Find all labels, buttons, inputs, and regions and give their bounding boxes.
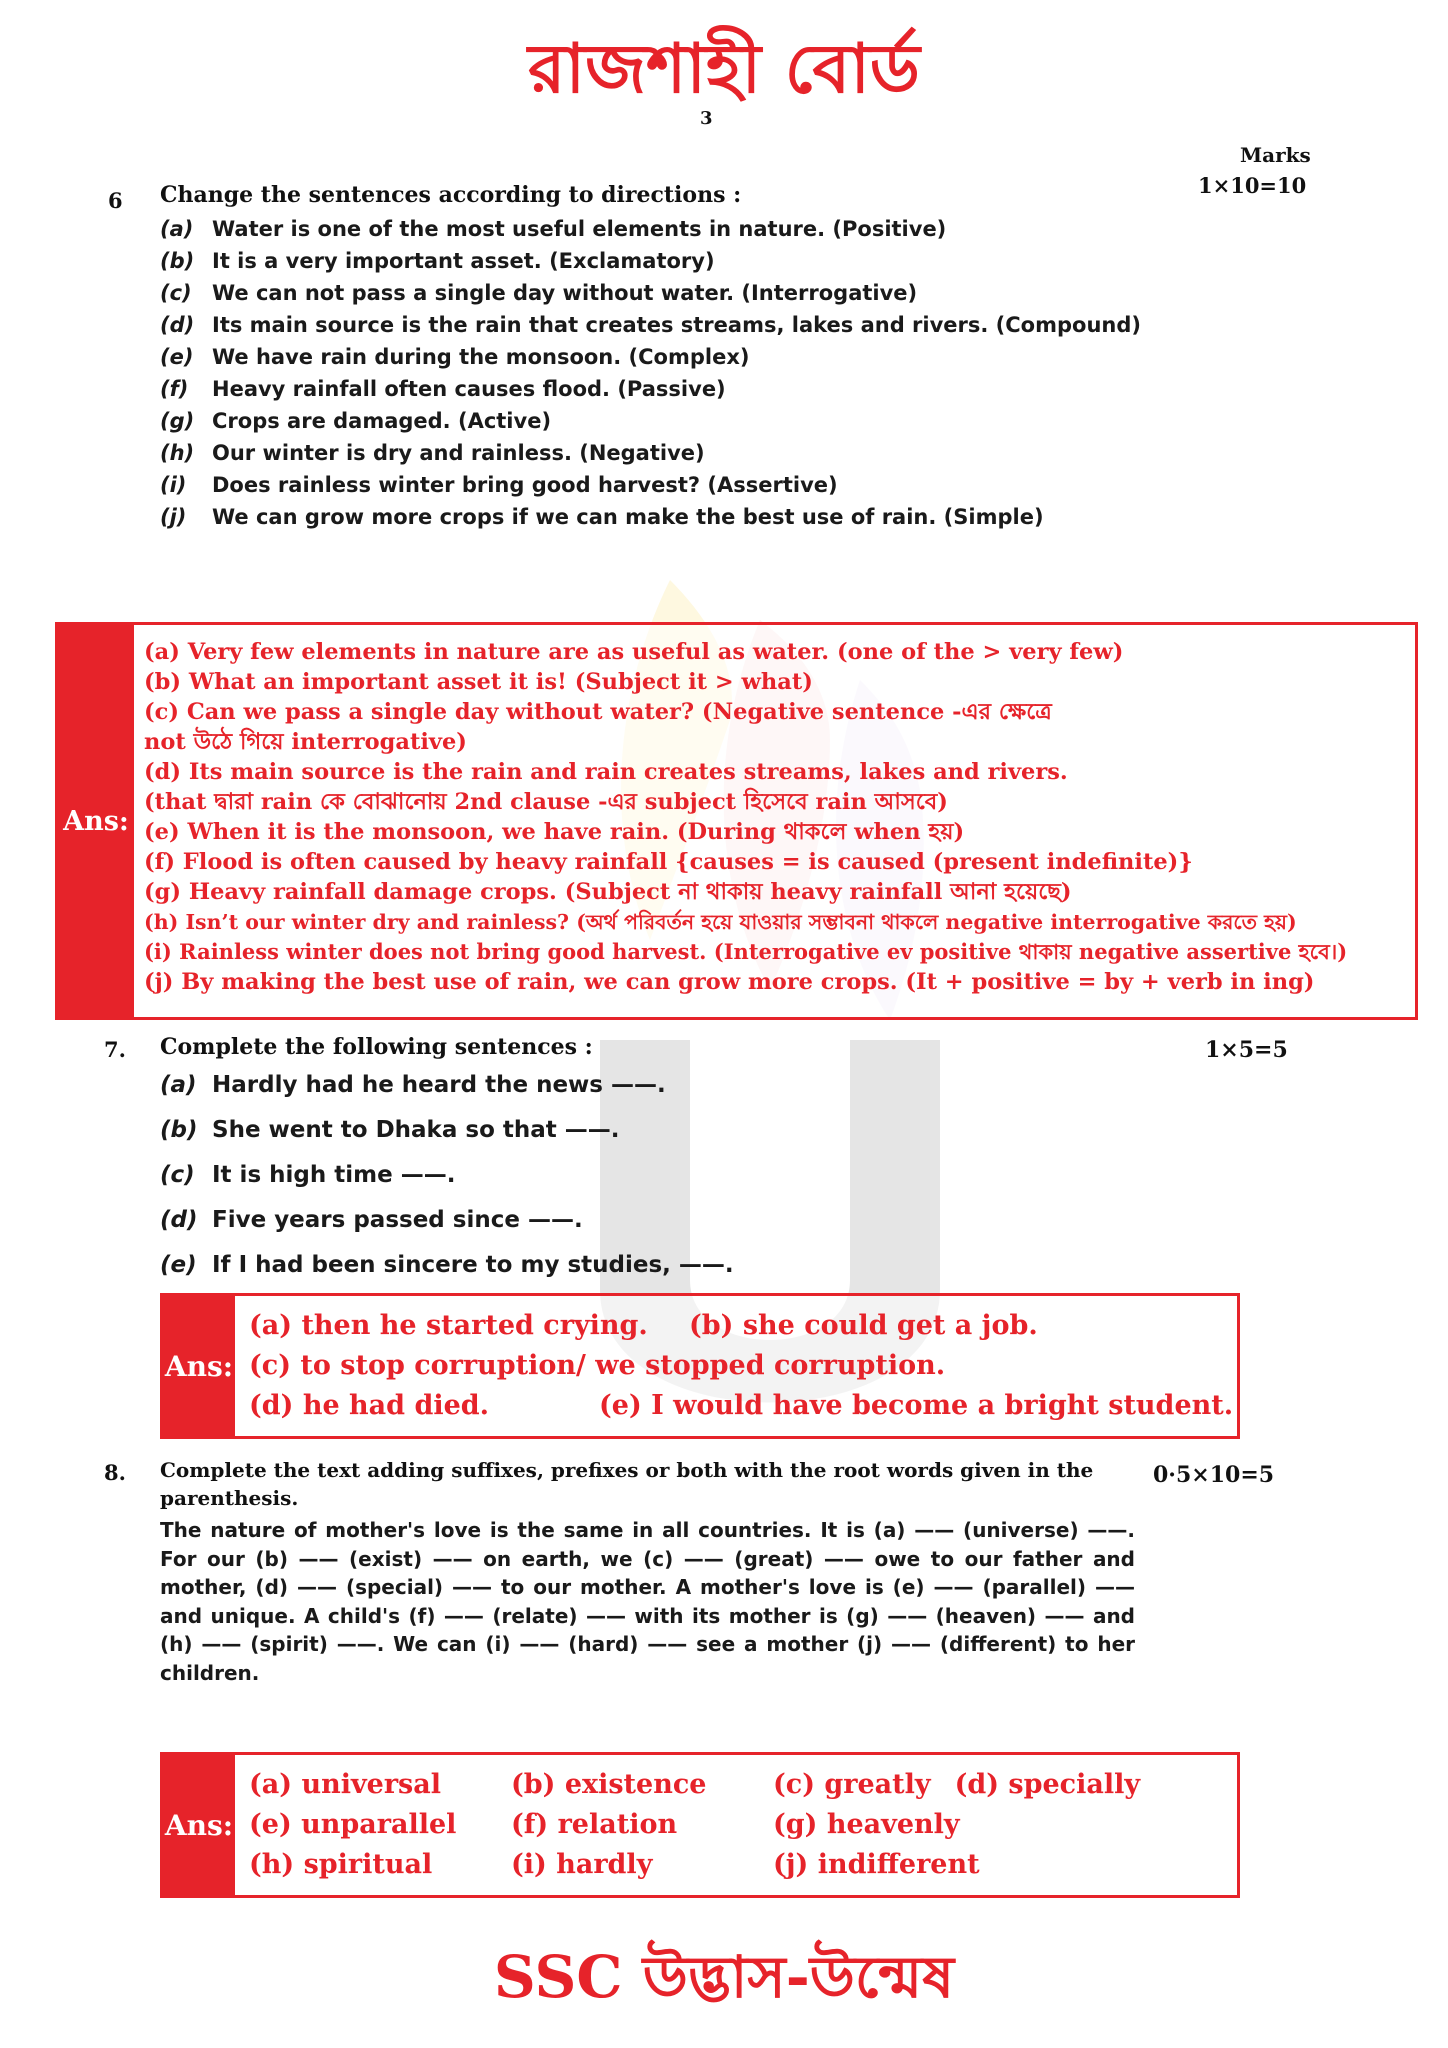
answer-line: not উঠে গিয়ে interrogative)	[144, 729, 467, 755]
answer-c: (c) to stop corruption/ we stopped corruption.	[249, 1350, 946, 1381]
list-item: (d) Its main source is the rain that creates streams, lakes and rivers. (Compound)	[160, 313, 1141, 337]
answer-e: (e) I would have become a bright student.	[599, 1390, 1234, 1421]
answer-line: (f) Flood is often caused by heavy rainfall {causes = is caused (present indefinite)}	[144, 849, 1193, 875]
answer-b: (b) existence	[511, 1769, 707, 1800]
question-7-list	[160, 1072, 1170, 1297]
board-title: রাজশাহী বোর্ড	[528, 30, 920, 109]
answer-line: (b) What an important asset it is! (Subject it > what)	[144, 669, 813, 695]
answer-tag: Ans:	[163, 1755, 235, 1895]
answer-line: (h) Isn’t our winter dry and rainless? (অর্থ পরিবর্তন হয়ে যাওয়ার সম্ভাবনা থাকলে negative interrogative করতে হয়)	[144, 910, 1297, 934]
answer-body	[235, 1296, 1237, 1436]
list-item: (h) Our winter is dry and rainless. (Negative)	[160, 441, 705, 465]
question-8-number: 8.	[104, 1460, 126, 1485]
question-8-passage: The nature of mother's love is the same in all countries. It is (a) —— (universe) ——. For our (b) —— (exist) —— on earth, we (c) —— (great) —— owe to our father and mother, (d) —— (special) —— to our mother. A mother's love is (e) —— (parallel) —— and unique. A child's (f) —— (relate) —— with its mother is (g) —— (heaven) —— and (h) —— (spirit) ——. We can (i) —— (hard) —— see a mother (j) —— (different) to her children.	[160, 1518, 1135, 1685]
list-item: (g) Crops are damaged. (Active)	[160, 409, 552, 433]
answer-j: (j) indifferent	[773, 1849, 980, 1880]
answer-d: (d) he had died.	[249, 1390, 490, 1421]
list-item: (b) It is a very important asset. (Exclamatory)	[160, 249, 715, 273]
answer-d: (d) specially	[954, 1769, 1141, 1800]
answer-e: (e) unparallel	[249, 1809, 457, 1840]
question-6-list	[160, 216, 1170, 536]
list-item: (i) Does rainless winter bring good harvest? (Assertive)	[160, 473, 838, 497]
answer-a: (a) then he started crying.	[249, 1310, 648, 1341]
answer-f: (f) relation	[511, 1809, 678, 1840]
list-item: (f) Heavy rainfall often causes flood. (Passive)	[160, 377, 726, 401]
answer-tag: Ans:	[58, 625, 134, 1017]
question-7-marks: 1×5=5	[1205, 1037, 1288, 1063]
answer-line: (d) Its main source is the rain and rain creates streams, lakes and rivers.	[144, 759, 1068, 785]
list-item: (j) We can grow more crops if we can make the best use of rain. (Simple)	[160, 505, 1044, 529]
question-6-instruction: Change the sentences according to directions :	[160, 182, 742, 208]
question-8-marks: 0·5×10=5	[1153, 1462, 1275, 1488]
answer-b: (b) she could get a job.	[689, 1310, 1038, 1341]
marks-header: Marks	[1240, 143, 1311, 167]
question-7-instruction: Complete the following sentences :	[160, 1034, 593, 1060]
answer-i: (i) hardly	[511, 1849, 653, 1880]
answer-body	[235, 1755, 1237, 1895]
list-item: (c) We can not pass a single day without water. (Interrogative)	[160, 281, 918, 305]
list-item: (b) She went to Dhaka so that ——.	[160, 1117, 620, 1143]
question-7-number: 7.	[104, 1037, 126, 1062]
question-7-answer-box	[160, 1293, 1240, 1439]
answer-line: (that দ্বারা rain কে বোঝানোয় 2nd clause -এর subject হিসেবে rain আসবে)	[144, 789, 948, 815]
question-8-instruction: Complete the text adding suffixes, prefixes or both with the root words given in the parenthesis.	[160, 1458, 1094, 1510]
answer-line: (g) Heavy rainfall damage crops. (Subject না থাকায় heavy rainfall আনা হয়েছে)	[144, 879, 1072, 905]
list-item: (a) Water is one of the most useful elements in nature. (Positive)	[160, 217, 947, 241]
answer-line: (c) Can we pass a single day without water? (Negative sentence -এর ক্ষেত্রে	[144, 699, 1052, 725]
answer-a: (a) universal	[249, 1769, 442, 1800]
question-6-marks: 1×10=10	[1198, 173, 1307, 198]
question-8-answer-box	[160, 1752, 1240, 1898]
answer-h: (h) spiritual	[249, 1849, 433, 1880]
question-6-number: 6	[108, 188, 123, 213]
list-item: (e) We have rain during the monsoon. (Complex)	[160, 345, 750, 369]
list-item: (d) Five years passed since ——.	[160, 1207, 583, 1233]
list-item: (a) Hardly had he heard the news ——.	[160, 1072, 666, 1098]
answer-line: (e) When it is the monsoon, we have rain. (During থাকলে when হয়)	[144, 819, 965, 845]
list-item: (e) If I had been sincere to my studies, ——.	[160, 1252, 734, 1278]
answer-line: (a) Very few elements in nature are as useful as water. (one of the > very few)	[144, 639, 1124, 665]
question-6-answer-box	[55, 622, 1418, 1020]
page-number: 3	[700, 108, 713, 129]
footer-title: SSC উদ্ভাস-উন্মেষ	[493, 1943, 955, 2011]
answer-line: (i) Rainless winter does not bring good harvest. (Interrogative ev positive থাকায় negative assertive হবে।)	[144, 939, 1348, 964]
answer-body	[134, 625, 1415, 1017]
answer-g: (g) heavenly	[773, 1809, 960, 1840]
answer-line: (j) By making the best use of rain, we can grow more crops. (It + positive = by + verb in ing)	[144, 969, 1315, 995]
list-item: (c) It is high time ——.	[160, 1162, 456, 1188]
answer-tag: Ans:	[163, 1296, 235, 1436]
answer-c: (c) greatly	[773, 1769, 931, 1800]
